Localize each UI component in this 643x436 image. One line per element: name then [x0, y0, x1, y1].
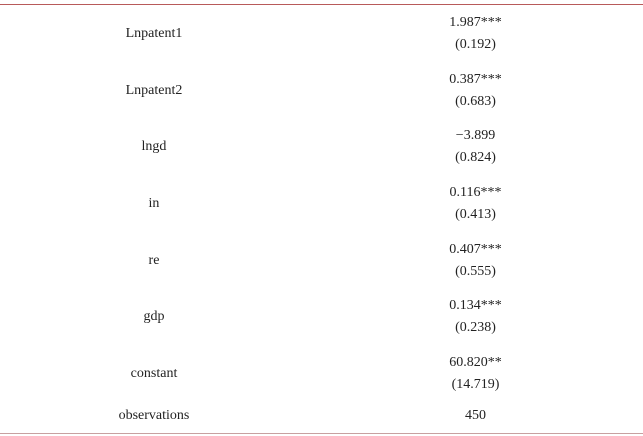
coefficient: 1.987***	[449, 15, 502, 31]
estimate-cell	[308, 232, 643, 289]
coefficient: 0.387***	[449, 71, 502, 87]
variable-name: gdp	[143, 309, 165, 325]
variable-name: constant	[130, 365, 178, 381]
regression-table	[0, 6, 643, 429]
coefficient: 0.134***	[449, 298, 502, 314]
variable-name: in	[148, 196, 160, 212]
table-row	[0, 346, 643, 403]
observations-row	[0, 402, 643, 429]
estimate-cell	[308, 63, 643, 120]
table-row	[0, 6, 643, 63]
observations-value: 450	[465, 407, 486, 423]
standard-error: (0.683)	[455, 93, 496, 109]
standard-error: (0.238)	[455, 320, 496, 336]
estimate-cell	[308, 176, 643, 233]
estimate-cell	[308, 119, 643, 176]
observations-label: observations	[118, 407, 190, 423]
variable-name: lngd	[141, 139, 167, 155]
variable-name: Lnpatent1	[125, 26, 183, 42]
coefficient: 60.820**	[449, 354, 502, 370]
coefficient: −3.899	[455, 128, 496, 144]
estimate-cell	[308, 6, 643, 63]
coefficient: 0.407***	[449, 241, 502, 257]
table-row	[0, 63, 643, 120]
table-row	[0, 176, 643, 233]
standard-error: (0.824)	[455, 150, 496, 166]
standard-error: (0.555)	[455, 263, 496, 279]
estimate-cell	[308, 346, 643, 403]
estimate-cell	[308, 289, 643, 346]
variable-name: re	[148, 252, 160, 268]
standard-error: (0.413)	[455, 207, 496, 223]
table-row	[0, 232, 643, 289]
coefficient: 0.116***	[449, 185, 502, 201]
standard-error: (0.192)	[455, 37, 496, 53]
table-row	[0, 289, 643, 346]
table-top-rule	[0, 4, 643, 5]
variable-name: Lnpatent2	[125, 82, 183, 98]
table-bottom-rule	[0, 433, 643, 434]
table-row	[0, 119, 643, 176]
standard-error: (14.719)	[451, 376, 500, 392]
